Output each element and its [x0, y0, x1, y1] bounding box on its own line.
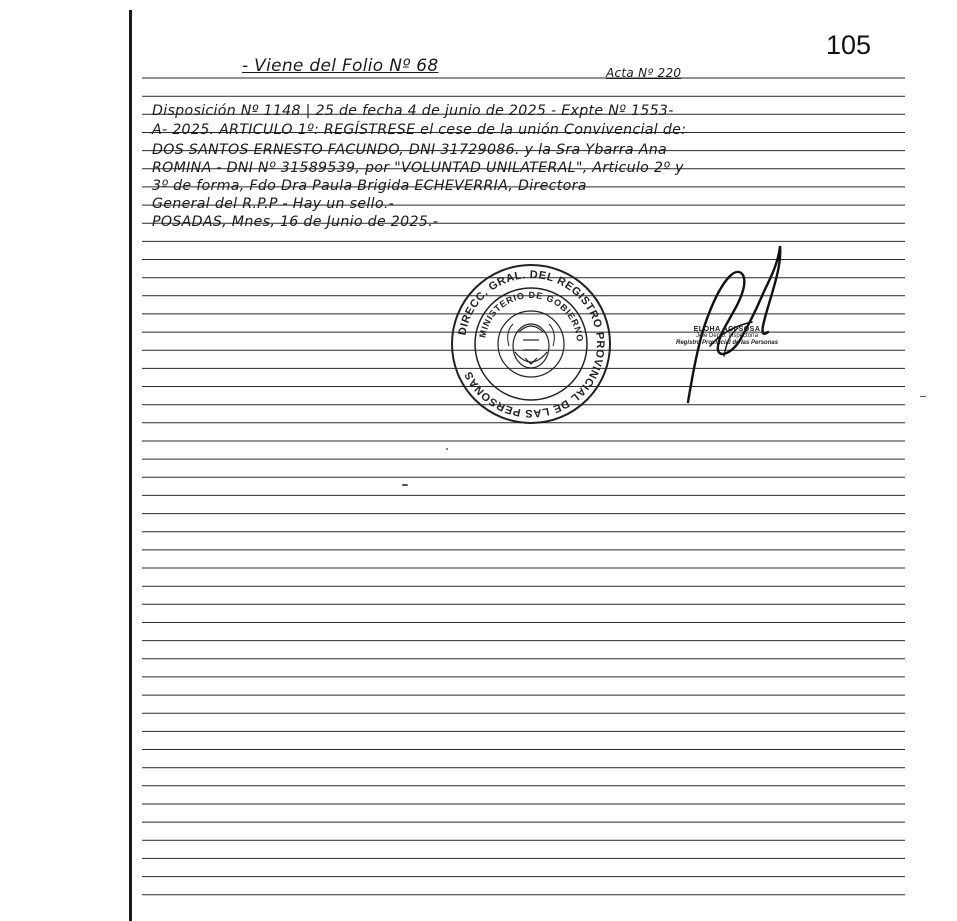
margin-line	[129, 10, 132, 921]
seal-inner-text: MINISTERIO DE GOBIERNO	[477, 289, 586, 343]
body-line-1: Disposición Nº 1148 | 25 de fecha 4 de junio de 2025 - Expte Nº 1553-	[152, 103, 674, 119]
body-line-3: DOS SANTOS ERNESTO FACUNDO, DNI 31729086. y la Sra Ybarra Ana	[152, 142, 667, 158]
signatory-name: ELOHA ACI SOSA	[693, 326, 761, 333]
signatory-role: Jefe Depto. Inspectoría	[696, 333, 759, 340]
body-line-2: A- 2025. ARTICULO 1º: REGÍSTRESE el cese de la unión Convivencial de:	[152, 122, 687, 138]
seal-outer-text: DIRECC. GRAL. DEL REGISTRO PROVINCIAL DE LAS PERSONAS	[456, 268, 607, 420]
header-continued-from-folio: - Viene del Folio Nº 68	[242, 56, 439, 76]
body-line-5: 3º de forma, Fdo Dra Paula Brigida ECHEVERRIA, Directora	[152, 178, 587, 194]
official-seal	[449, 262, 613, 426]
handwritten-signature	[660, 236, 790, 406]
header-acta-number: Acta Nº 220	[606, 66, 682, 80]
folio-number: 105	[826, 30, 872, 60]
body-line-7: POSADAS, Mnes, 16 de Junio de 2025.-	[152, 214, 439, 230]
scan-speck	[402, 484, 408, 486]
scan-speck	[446, 448, 448, 450]
signatory-organization: Registro Provincial de las Personas	[676, 339, 779, 346]
body-line-6: General del R.P.P - Hay un sello.-	[152, 196, 395, 212]
svg-text:MINISTERIO DE GOBIERNO	[477, 290, 585, 343]
signature-stamp	[676, 326, 778, 346]
scan-speck	[920, 396, 926, 397]
body-line-4: ROMINA - DNI Nº 31589539, por "VOLUNTAD UNILATERAL", Articulo 2º y	[152, 160, 684, 176]
coat-of-arms-icon	[508, 324, 555, 368]
